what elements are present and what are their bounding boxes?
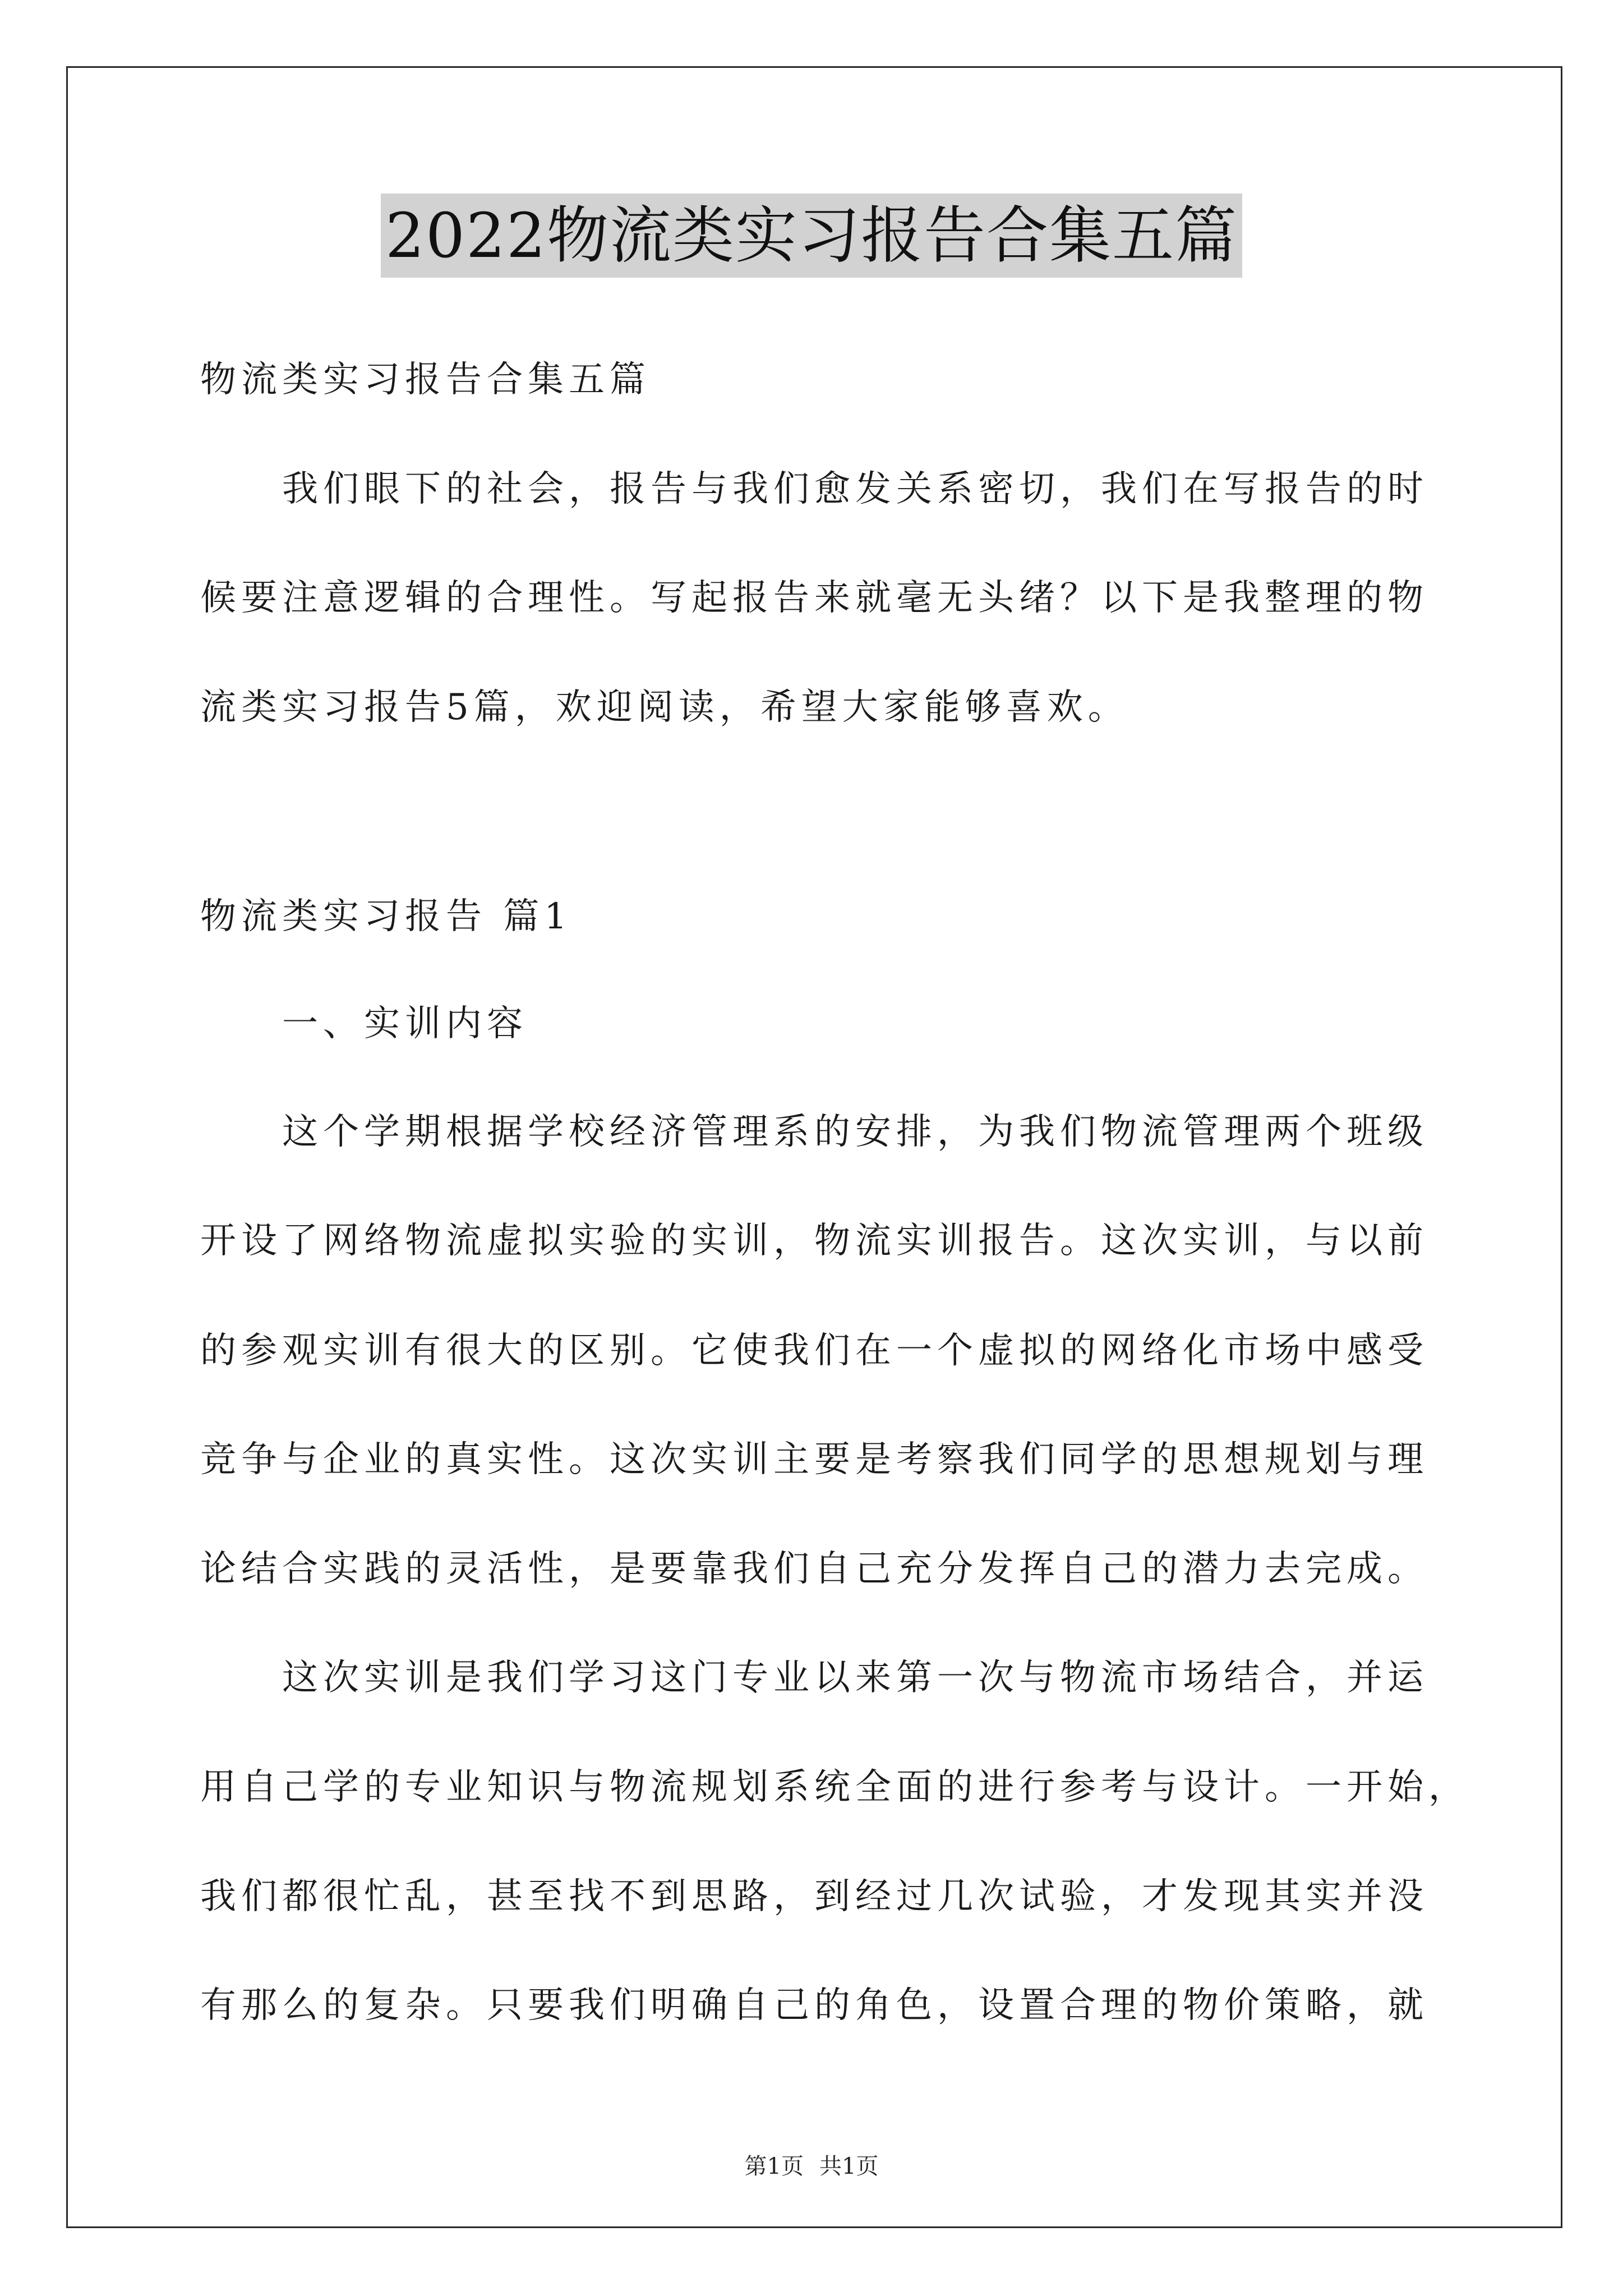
page-number: 第1页	[744, 2154, 804, 2179]
intro-line-1: 我们眼下的社会，报告与我们愈发关系密切，我们在写报告的时	[282, 468, 1428, 510]
document-subtitle: 物流类实习报告合集五篇	[200, 359, 651, 401]
intro-line-3: 流类实习报告5篇，欢迎阅读，希望大家能够喜欢。	[200, 687, 1129, 728]
paragraph2-line-4: 有那么的复杂。只要我们明确自己的角色，设置合理的物价策略，就	[200, 1985, 1428, 2026]
paragraph2-line-1: 这次实训是我们学习这门专业以来第一次与物流市场结合，并运	[282, 1657, 1428, 1699]
page-footer	[0, 2150, 1623, 2183]
paragraph1-line-2: 开设了网络物流虚拟实验的实训，物流实训报告。这次实训，与以前	[200, 1220, 1428, 1262]
paragraph2-line-2: 用自己学的专业知识与物流规划系统全面的进行参考与设计。一开始，	[200, 1766, 1469, 1808]
paragraph2-line-3: 我们都很忙乱，甚至找不到思路，到经过几次试验，才发现其实并没	[200, 1876, 1428, 1917]
paragraph1-line-4: 竞争与企业的真实性。这次实训主要是考察我们同学的思想规划与理	[200, 1439, 1428, 1480]
subsection-heading: 一、实训内容	[282, 1003, 528, 1045]
intro-line-2: 候要注意逻辑的合理性。写起报告来就毫无头绪？以下是我整理的物	[200, 577, 1428, 619]
paragraph1-line-3: 的参观实训有很大的区别。它使我们在一个虚拟的网络化市场中感受	[200, 1330, 1428, 1372]
section-heading: 物流类实习报告 篇1	[200, 896, 573, 937]
page-total: 共1页	[819, 2154, 879, 2179]
paragraph1-line-1: 这个学期根据学校经济管理系的安排，为我们物流管理两个班级	[282, 1111, 1428, 1153]
document-title: 2022物流类实习报告合集五篇	[381, 194, 1242, 278]
title-container	[0, 194, 1623, 278]
paragraph1-line-5: 论结合实践的灵活性，是要靠我们自己充分发挥自己的潜力去完成。	[200, 1548, 1428, 1590]
